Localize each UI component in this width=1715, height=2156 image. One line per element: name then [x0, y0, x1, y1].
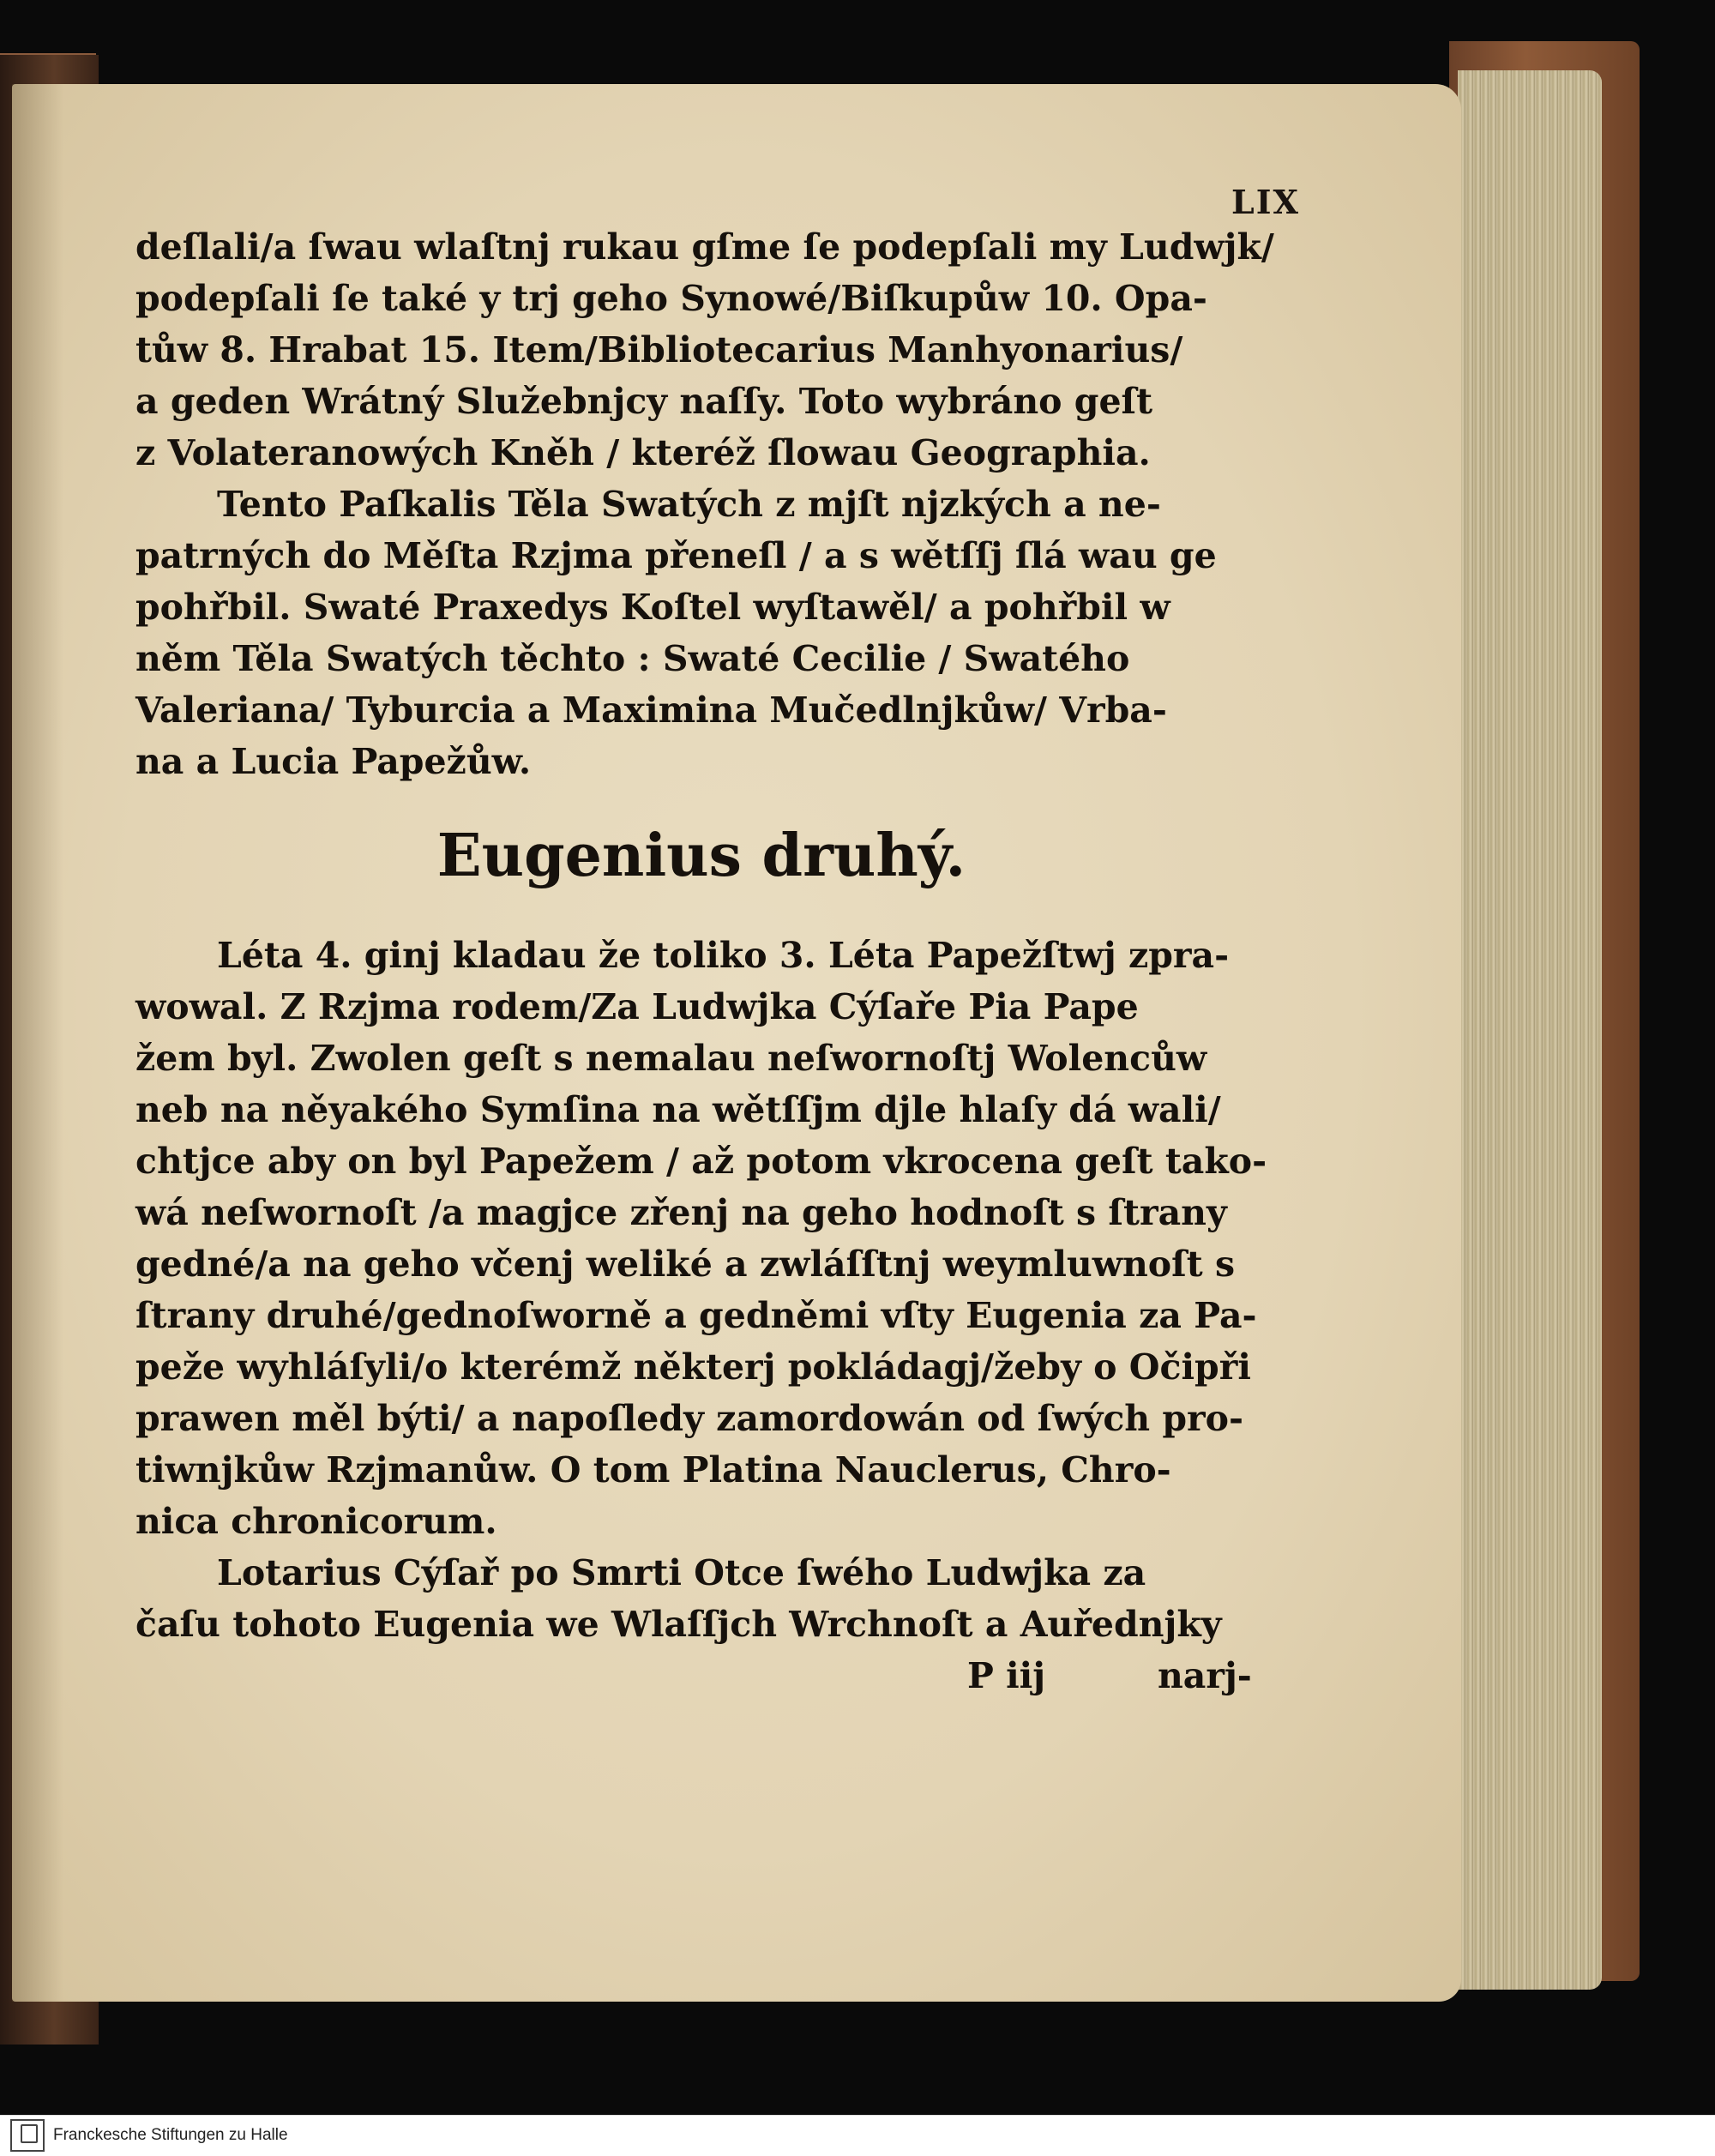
text-line: chtjce aby on byl Papežem / až potom vkrocena geſt tako-	[135, 1141, 1267, 1182]
text-line: Lotarius Cýſař po Smrti Otce ſwého Ludwjka za	[217, 1552, 1146, 1593]
text-line: Valeriana/ Tyburcia a Maximina Mučedlnjkůw/ Vrba-	[135, 690, 1167, 731]
text-line: tiwnjkůw Rzjmanůw. O tom Platina Nauclerus, Chro-	[135, 1449, 1171, 1491]
text-line: tůw 8. Hrabat 15. Item/Bibliotecarius Manhyonarius/	[135, 329, 1183, 370]
text-line: wá neſwornoſt /a magjce zřenj na geho hodnoſt s ſtrany	[135, 1192, 1227, 1233]
text-line: nica chronicorum.	[135, 1501, 497, 1542]
text-line: deſlali/a ſwau wlaſtnj rukau gſme ſe podepſali my Ludwjk/	[135, 226, 1274, 268]
footer-institution: Franckesche Stiftungen zu Halle	[53, 2126, 288, 2144]
text-line: na a Lucia Papežůw.	[135, 741, 532, 782]
signature-mark: P iij	[967, 1655, 1046, 1696]
text-line: pohřbil. Swaté Praxedys Koſtel wyſtawěl/ a pohřbil w	[135, 587, 1170, 628]
text-line: gedné/a na geho včenj weliké a zwláſſtnj weymluwnoſt s	[135, 1244, 1236, 1285]
text-line: čaſu tohoto Eugenia we Wlaſſjch Wrchnoſt a Auřednjky	[135, 1604, 1222, 1645]
signature-line	[135, 1650, 1319, 1701]
page-gutter-shadow	[12, 84, 63, 2002]
text-line: peže wyhláſyli/o kterémž některj pokládagj/žeby o Očipři	[135, 1346, 1251, 1388]
text-line: žem byl. Zwolen geſt s nemalau neſwornoſtj Wolencůw	[135, 1038, 1207, 1079]
text-line: Léta 4. ginj kladau že toliko 3. Léta Papežſtwj zpra-	[217, 935, 1230, 976]
section-heading: Eugenius druhý.	[436, 822, 966, 890]
text-line: Tento Paſkalis Těla Swatých z mjſt njzkých a ne-	[217, 484, 1161, 525]
institution-logo-icon	[10, 2119, 45, 2152]
text-line: a geden Wrátný Služebnjcy naſſy. Toto wybráno geſt	[135, 381, 1153, 422]
text-line: ſtrany druhé/gednoſworně a gedněmi vſty Eugenia za Pa-	[135, 1295, 1257, 1336]
text-line: neb na něyakého Symſina na wětſſjm djle hlaſy dá wali/	[135, 1089, 1221, 1130]
catchword: narj-	[1158, 1655, 1252, 1696]
page-edges	[1458, 70, 1602, 1990]
folio-number: LIX	[1231, 183, 1300, 221]
text-line: něm Těla Swatých těchto : Swaté Cecilie / Swatého	[135, 638, 1130, 679]
text-line: patrných do Měſta Rzjma přeneſl / a s wětſſj ſlá wau ge	[135, 535, 1217, 576]
text-line: wowal. Z Rzjma rodem/Za Ludwjka Cýſaře Pia Pape	[135, 986, 1139, 1027]
text-line: prawen měl býti/ a napoſledy zamordowán od ſwých pro-	[135, 1398, 1244, 1439]
page-text	[135, 221, 1319, 1701]
text-line: podepſali ſe také y trj geho Synowé/Biſkupůw 10. Opa-	[135, 278, 1207, 319]
footer-bar	[0, 2115, 1715, 2156]
text-line: z Volateranowých Kněh / kteréž ſlowau Geographia.	[135, 432, 1151, 473]
